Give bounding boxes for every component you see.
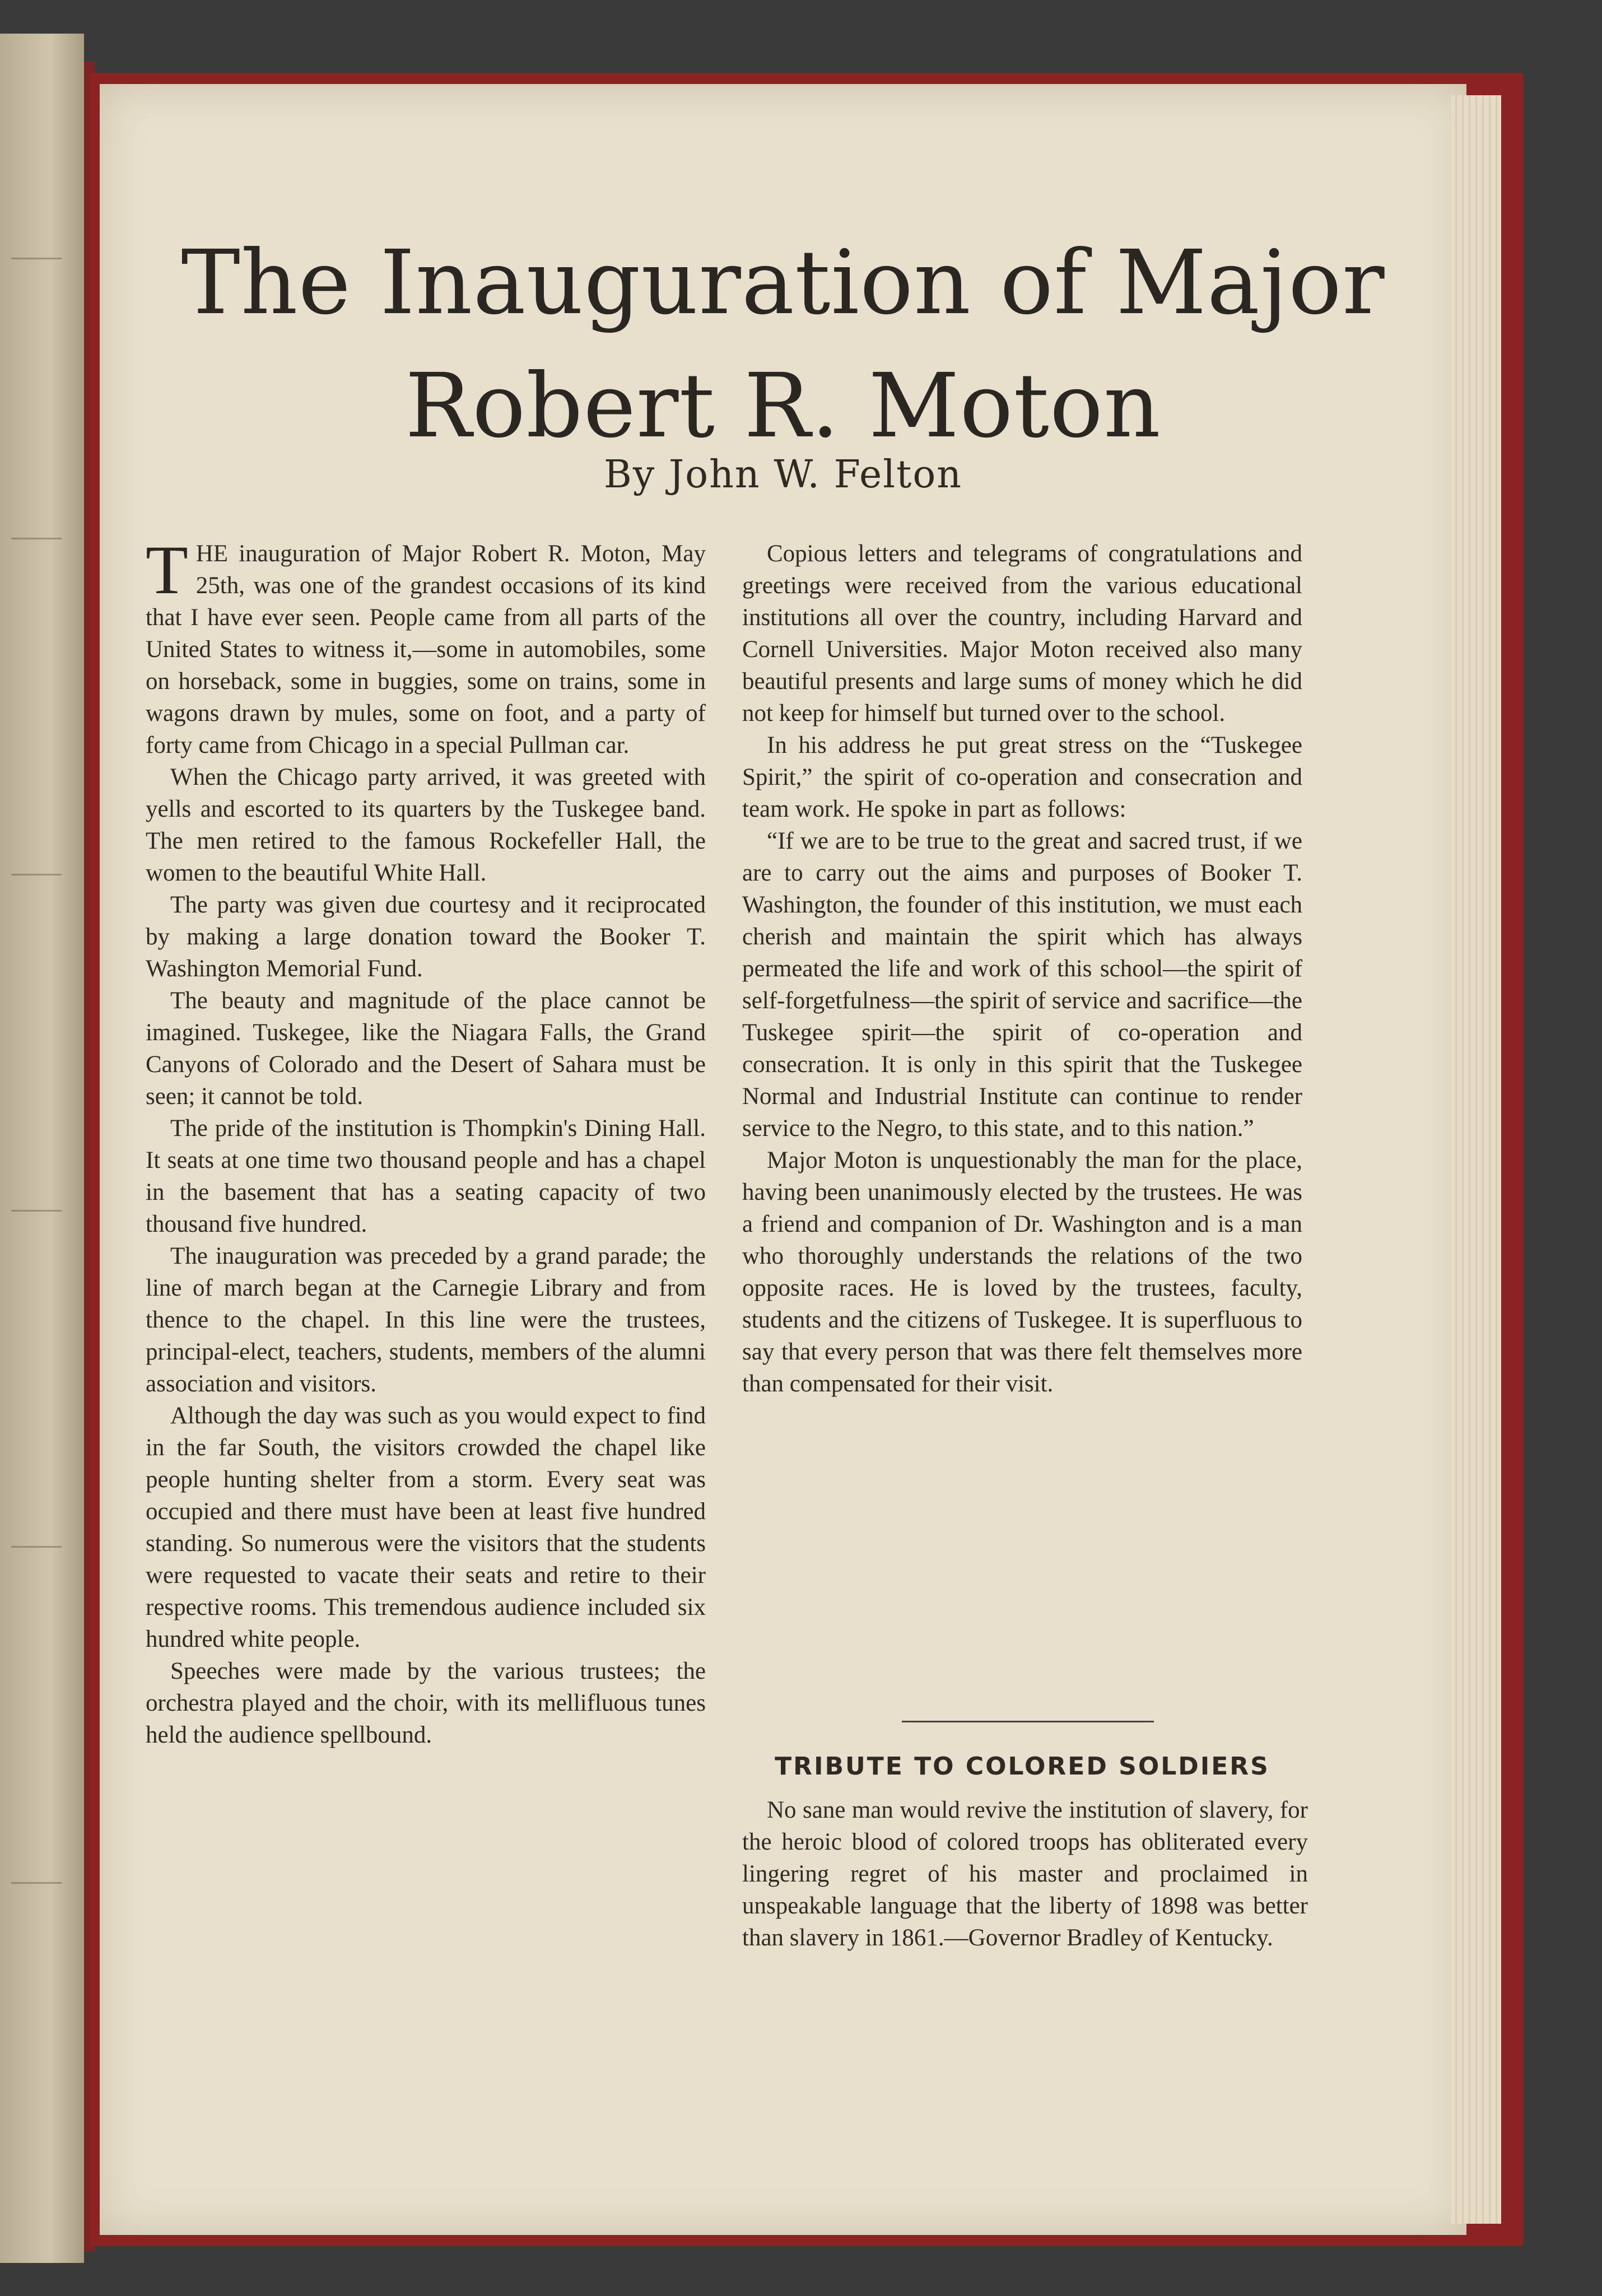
paragraph: The inauguration was preceded by a grand parade; the line of march began at the Carnegie Library and from thence to the chapel. In this line were the trustees, principal-elect, teachers, students, members of the alumni association and visitors.: [146, 1243, 706, 1397]
tribute-body: [742, 1794, 1308, 1954]
section-divider: [902, 1721, 1154, 1722]
adjacent-page-edge: [0, 34, 84, 2263]
tribute-heading: TRIBUTE TO COLORED SOLDIERS: [775, 1752, 1270, 1781]
title-line-2: Robert R. Moton: [405, 355, 1161, 458]
title-line-1: The Inauguration of Major: [181, 231, 1385, 334]
paragraph: The party was given due courtesy and it reciprocated by making a large donation toward the Booker T. Washington Memorial Fund.: [146, 892, 706, 982]
right-column: [742, 538, 1302, 1400]
paragraph: No sane man would revive the institution of slavery, for the heroic blood of colored troops has obliterated every lingering regret of his master and proclaimed in unspeakable language that the liberty of 1898 was better than slavery in 1861.—Governor Bradley of Kentucky.: [742, 1797, 1308, 1951]
paragraph: THE inauguration of Major Robert R. Moton, May 25th, was one of the grandest occasions of its kind that I have ever seen. People came from all parts of the United States to witness it,—some in automobiles, some on horseback, some in buggies, some on trains, some in wagons drawn by mules, some on foot, and a party of forty came from Chicago in a special Pullman car.: [146, 532, 706, 758]
paragraph: Copious letters and telegrams of congratulations and greetings were received from the various educational institutions all over the country, including Harvard and Cornell Universities. Major Moton received also many beautiful presents and large sums of money which he did not keep for himself but turned over to the school.: [742, 541, 1302, 726]
paragraph: Speeches were made by the various trustees; the orchestra played and the choir, with its mellifluous tunes held the audience spellbound.: [146, 1658, 706, 1748]
paragraph: Although the day was such as you would expect to find in the far South, the visitors crowded the chapel like people hunting shelter from a storm. Every seat was occupied and there must have been at least five hundred standing. So numerous were the visitors that the students were requested to vacate their seats and retire to their respective rooms. This tremendous audience included six hundred white people.: [146, 1403, 706, 1652]
article-title: [100, 221, 1466, 468]
paragraph: The pride of the institution is Thompkin's Dining Hall. It seats at one time two thousand people and has a chapel in the basement that has a seating capacity of two thousand five hundred.: [146, 1115, 706, 1237]
paragraph: In his address he put great stress on the “Tuskegee Spirit,” the spirit of co-operation and consecration and team work. He spoke in part as follows:: [742, 732, 1302, 822]
drop-cap: T: [146, 532, 188, 608]
left-column: [146, 532, 706, 1751]
paragraph: The beauty and magnitude of the place cannot be imagined. Tuskegee, like the Niagara Falls, the Grand Canyons of Colorado and the Desert of Sahara must be seen; it cannot be told.: [146, 988, 706, 1110]
paragraph: When the Chicago party arrived, it was greeted with yells and escorted to its quarters by the Tuskegee band. The men retired to the famous Rockefeller Hall, the women to the beautiful White Hall.: [146, 764, 706, 886]
paragraph: “If we are to be true to the great and sacred trust, if we are to carry out the aims and purposes of Booker T. Washington, the founder of this institution, we must each cherish and maintain the spirit which has always permeated the life and work of this school—the spirit of self-forgetfulness—the spirit of service and sacrifice—the Tuskegee spirit—the spirit of co-operation and consecration. It is only in this spirit that the Tuskegee Normal and Industrial Institute can continue to render service to the Negro, to this state, and to this nation.”: [742, 828, 1302, 1142]
paragraph: Major Moton is unquestionably the man for the place, having been unanimously elected by the trustees. He was a friend and companion of Dr. Washington and is a man who thoroughly understands the relations of the two opposite races. He is loved by the trustees, faculty, students and the citizens of Tuskegee. It is superfluous to say that every person that was there felt themselves more than compensated for their visit.: [742, 1147, 1302, 1397]
byline: By John W. Felton: [603, 453, 963, 497]
